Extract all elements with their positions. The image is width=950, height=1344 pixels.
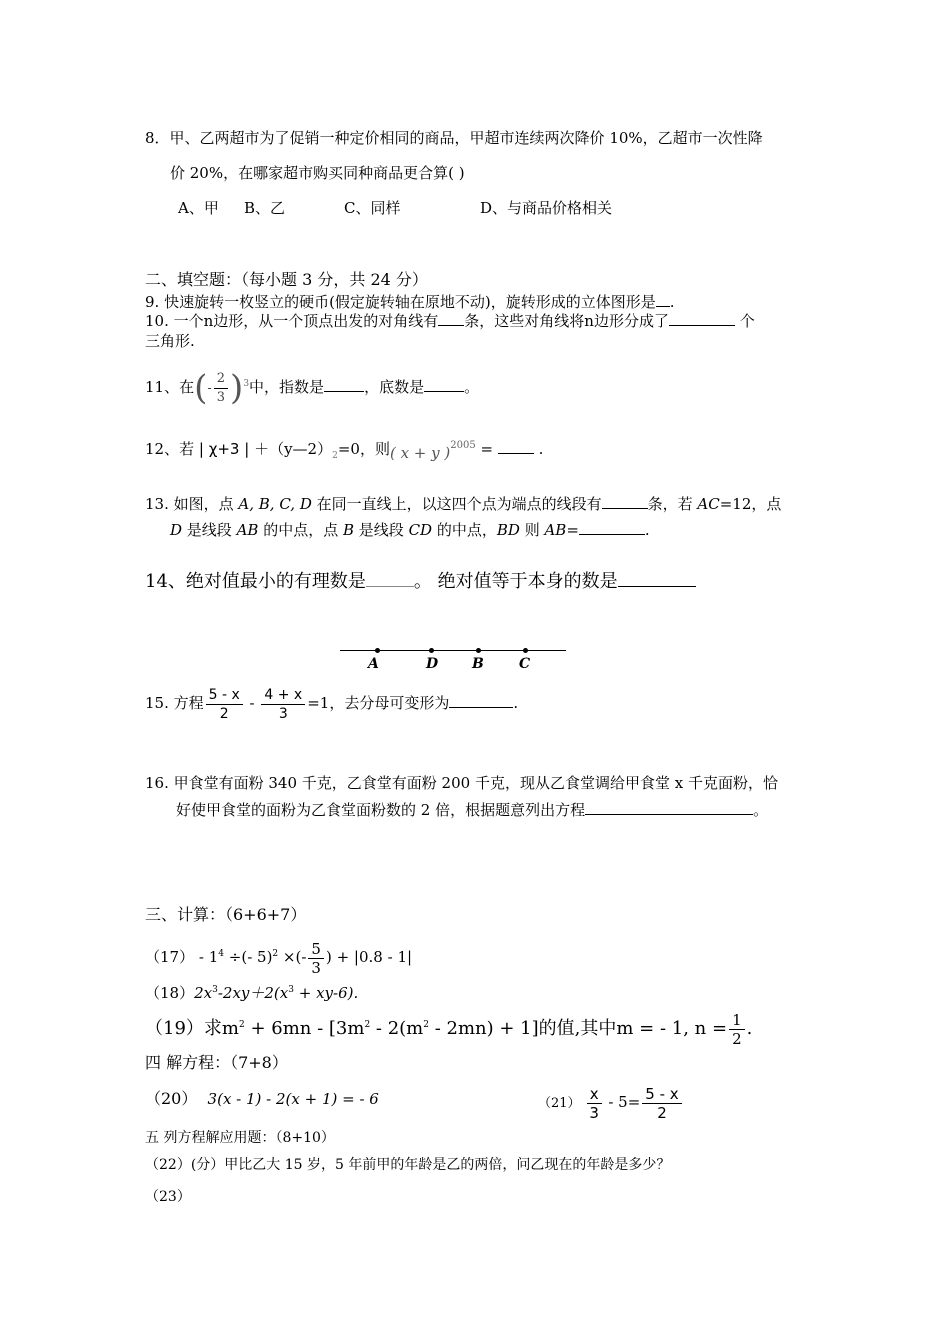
q20-label: （20） (145, 1089, 198, 1108)
q20-equation: 3(x - 1) - 2(x + 1) = - 6 (207, 1090, 379, 1108)
q17-d: ) + |0.8 - 1| (325, 948, 413, 966)
q10-b: 条，这些对角线将n边形分成了 (464, 312, 669, 330)
q21-label: （21） (538, 1096, 581, 1111)
q11-blank1 (324, 377, 364, 392)
q15 (145, 683, 518, 723)
q12-prefix: 12、若 (145, 440, 195, 458)
q13-d: D (170, 521, 183, 539)
q19-exp3: 2 (423, 1020, 429, 1030)
q13-points: A, B, C, D (238, 495, 312, 513)
q11-neg: - (207, 381, 212, 396)
q13-b: B (342, 521, 355, 539)
q18-exp2: 3 (288, 985, 294, 995)
q9-blank (656, 292, 670, 307)
q13-text-h: 的中点， (432, 521, 497, 539)
q21-fraction2 (642, 1085, 681, 1122)
q13-text-e: 是线段 (182, 521, 237, 539)
q23: （23） (145, 1189, 191, 1205)
q17-b: ÷(- 5) (224, 948, 273, 966)
q19-fraction (729, 1011, 745, 1048)
section3-title: 三、计算：（6+6+7） (145, 905, 307, 924)
q12-blank (498, 439, 534, 454)
q12-exp: 2005 (450, 440, 476, 451)
q21-num1: x (587, 1085, 602, 1104)
q10-blank1 (438, 311, 464, 326)
q17-den: 3 (311, 958, 321, 977)
q10-c: 个 (734, 312, 755, 330)
q15-f2-num: 4 + x (261, 686, 305, 705)
q15-fraction2 (261, 686, 305, 723)
q17-exp2: 2 (272, 949, 279, 959)
q14-text-a: 14、绝对值最小的有理数是 (145, 571, 366, 592)
q8-option-a: A、甲 (178, 199, 219, 217)
q14 (145, 569, 696, 594)
q15-f1-den: 2 (219, 705, 229, 722)
q18-exp1: 3 (212, 985, 218, 995)
q11-blank2 (424, 377, 464, 392)
q10-line1 (145, 311, 755, 331)
section5-title: 五 列方程解应用题：（8+10） (145, 1130, 335, 1146)
q12-eq: =0，则 (337, 440, 390, 458)
q11-right-paren: ) (230, 368, 244, 408)
q18 (145, 980, 358, 1003)
q17-label: （17） (145, 948, 195, 966)
q11-exp: 3 (243, 379, 250, 389)
section2-title: 二、填空题：（每小题 3 分，共 24 分） (145, 270, 428, 289)
q17-a: - 1 (198, 948, 219, 966)
q16-text: 好使甲食堂的面粉为乙食堂面粉数的 2 倍，根据题意列出方程 (176, 801, 586, 819)
q13-blank1 (602, 494, 648, 509)
q21-mid: - 5= (603, 1093, 641, 1111)
q21-den1: 3 (589, 1104, 599, 1122)
q10-line2: 三角形. (145, 332, 195, 350)
q13-blank2 (579, 520, 645, 535)
q13-text-d: =12，点 (719, 495, 782, 513)
q19-b: + 6mn - [3m (244, 1018, 365, 1039)
q22: （22）(分）甲比乙大 15 岁，5 年前甲的年龄是乙的两倍，问乙现在的年龄是多少？ (145, 1157, 671, 1173)
q8-line1: 8．甲、乙两超市为了促销一种定价相同的商品，甲超市连续两次降价 10%，乙超市一次性降 (145, 129, 763, 147)
q15-end: . (513, 694, 519, 712)
q8-option-d: D、与商品价格相关 (480, 199, 613, 217)
q10-blank2 (669, 311, 735, 326)
q12-abs: | χ+3 | (194, 440, 255, 458)
q9 (145, 292, 675, 312)
q19-exp1: 2 (238, 1020, 245, 1030)
q13-text-a: 13. 如图，点 (145, 495, 239, 513)
q17-c: ×(- (278, 948, 307, 966)
q12-expr: ( x + y ) (389, 444, 451, 462)
q13-text-f: 的中点，点 (258, 521, 343, 539)
point-b-dot (476, 648, 481, 653)
q18-label: （18） (145, 984, 195, 1002)
q13-text-g: 是线段 (354, 521, 409, 539)
number-line (340, 650, 566, 651)
q11-left-paren: ( (194, 368, 208, 408)
q12 (145, 436, 543, 466)
q15-f1-num: 5 - x (206, 686, 243, 705)
q8-option-b: B、乙 (244, 199, 286, 217)
q11-num: 2 (214, 370, 228, 389)
q11-fraction (214, 370, 228, 407)
q11-sep: ，底数是 (364, 378, 425, 396)
q11-mid: 中，指数是 (249, 378, 325, 396)
q12-sub2: 2 (332, 451, 338, 461)
q16-end: 。 (753, 801, 769, 819)
point-d-dot (429, 648, 434, 653)
q12-mid: ＋（y—2） (254, 440, 333, 458)
q19-end: . (746, 1018, 753, 1039)
q13-text-b: 在同一直线上，以这四个点为端点的线段有 (311, 495, 602, 513)
q17-num: 5 (308, 940, 324, 959)
q16-line1: 16. 甲食堂有面粉 340 千克，乙食堂有面粉 200 千克，现从乙食堂调给甲食堂 x 千克面粉，恰 (145, 774, 778, 792)
q13-text-c: 条，若 (647, 495, 698, 513)
q15-eq: =1，去分母可变形为 (307, 694, 450, 712)
q14-blank2 (618, 569, 696, 587)
q8-line2: 价 20%，在哪家超市购买同种商品更合算( ) (170, 164, 465, 182)
q12-end: . (533, 440, 544, 458)
q10-a: 10. 一个n边形，从一个顶点出发的对角线有 (145, 312, 439, 330)
q20 (145, 1089, 379, 1109)
q8-option-c: C、同样 (344, 199, 401, 217)
q12-tail: = (475, 440, 498, 458)
q18-a: 2x (194, 984, 213, 1002)
q15-prefix: 15. 方程 (145, 694, 204, 712)
q21-fraction1 (587, 1085, 602, 1122)
q19-exp2: 2 (364, 1020, 371, 1030)
q11-end: 。 (464, 378, 480, 396)
q21-den2: 2 (657, 1104, 667, 1122)
q15-f2-den: 3 (278, 705, 288, 722)
q13-cd: CD (408, 521, 433, 539)
q13-ab1: AB (236, 521, 259, 539)
q17 (145, 932, 412, 979)
point-c-dot (523, 648, 528, 653)
q19-den: 2 (732, 1029, 742, 1048)
q16-blank (585, 800, 753, 815)
q19-num: 1 (729, 1011, 745, 1030)
q14-text-b: 。 绝对值等于本身的数是 (413, 571, 618, 592)
q19-label: （19） (145, 1018, 204, 1039)
q19-c: - 2(m (370, 1018, 424, 1039)
q11-den: 3 (216, 389, 226, 405)
point-a-label: A (368, 656, 379, 672)
q13-text-i: 则 (519, 521, 545, 539)
q11 (145, 356, 479, 417)
q18-c: + xy-6). (293, 984, 359, 1002)
q15-minus: - (244, 694, 260, 712)
point-b-label: B (472, 656, 484, 672)
q15-fraction1 (206, 686, 243, 723)
point-a-dot (375, 648, 380, 653)
q19-a: 求m (203, 1018, 239, 1039)
point-d-label: D (426, 656, 439, 672)
q13-ac: AC (697, 495, 720, 513)
section4-title: 四 解方程：（7+8） (145, 1053, 288, 1072)
q13-line1 (145, 494, 781, 514)
q11-prefix: 11、在 (145, 378, 195, 396)
q21 (538, 1082, 684, 1124)
q16-line2 (176, 800, 768, 820)
q13-text-j: = (566, 521, 579, 539)
q18-b: -2xy＋2(x (217, 984, 289, 1002)
q17-fraction (308, 940, 324, 977)
q17-exp1: 4 (218, 949, 224, 959)
point-c-label: C (519, 656, 531, 672)
q13-end: . (644, 521, 650, 539)
q13-ab2: AB (544, 521, 567, 539)
q12-abs-content: χ+3 (208, 440, 240, 458)
q13-line2 (170, 520, 650, 540)
q19-d: - 2mn) + 1]的值,其中m = - 1, n = (428, 1018, 728, 1039)
q21-num2: 5 - x (642, 1085, 681, 1104)
q13-bd: BD (496, 521, 520, 539)
q19 (145, 1005, 752, 1049)
q15-blank (449, 693, 513, 708)
q9-text: 9. 快速旋转一枚竖立的硬币(假定旋转轴在原地不动)，旋转形成的立体图形是 (145, 293, 656, 311)
q14-blank1 (366, 569, 414, 587)
q9-end: . (669, 293, 675, 311)
